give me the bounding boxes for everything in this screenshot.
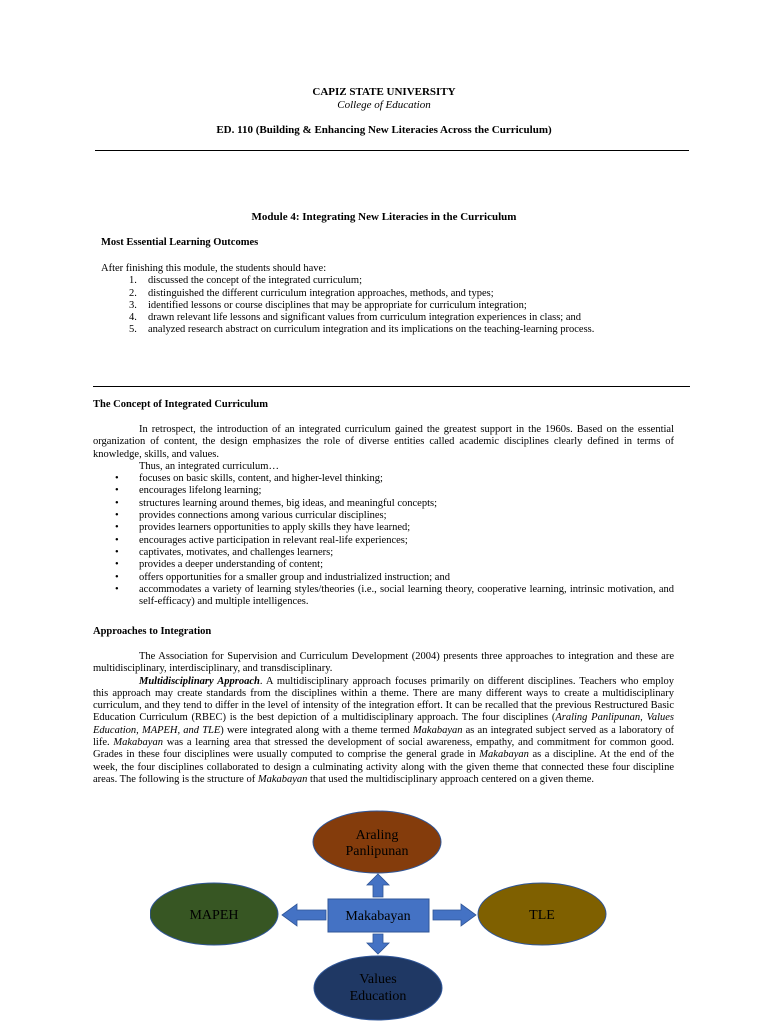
arrow-up-icon (367, 874, 389, 897)
bullet-icon: • (115, 485, 119, 497)
bullet-icon: • (115, 534, 119, 546)
text-run: ) were integrated along with a theme termed (220, 724, 413, 736)
concept-bullet-item (93, 547, 674, 559)
bullet-icon: • (115, 559, 119, 571)
bullet-text: accommodates a variety of learning styles/theories (i.e., social learning theory, cooperative learning, intrinsic motivation, and self-efficacy) and multiple intelligences. (139, 583, 674, 608)
text-run: . A multidisciplinary approach focuses primarily on different disciplines. Teachers who employ this approach may create standards from the disciplines within a theme. There are many different ways to create a multidisciplinary curriculum, and they tend to differ in the level of intensity of the integration effort. It can be recalled that the previous Restructured Basic Education Curriculum (RBEC) is the best depiction of a multidisciplinary approach. The four disciplines ( (93, 675, 674, 724)
outcome-text: analyzed research abstract on curriculum integration and its implications on the teaching-learning process. (148, 324, 595, 336)
approaches-block (93, 651, 674, 786)
outcome-item (101, 275, 681, 287)
university-name: CAPIZ STATE UNIVERSITY (312, 86, 456, 98)
course-title: ED. 110 (Building & Enhancing New Literacies Across the Curriculum) (216, 124, 552, 136)
approaches-heading: Approaches to Integration (93, 626, 212, 637)
text-run: that used the multidisciplinary approach centered on a given theme. (307, 773, 595, 785)
header-divider (95, 150, 689, 151)
bullet-icon: • (115, 497, 119, 509)
bullet-icon: • (115, 546, 119, 558)
node-label-center: Makabayan (345, 909, 411, 924)
concept-paragraph: In retrospect, the introduction of an integrated curriculum gained the greatest support in the 1960s. Based on the essential organization of content, the design emphasizes the role of diverse entities called academic disciplines clearly defined in terms of knowledge, skills, and values. (93, 424, 674, 460)
concept-bullet-item (93, 510, 674, 522)
outcomes-heading: Most Essential Learning Outcomes (101, 237, 259, 248)
makabayan-term: Makabayan (257, 773, 308, 785)
node-label-top-2: Panlipunan (345, 844, 409, 859)
outcome-text: identified lessons or course disciplines that may be appropriate for curriculum integration; (148, 299, 527, 311)
bullet-text: provides learners opportunities to apply skills they have learned; (139, 522, 411, 534)
multidisciplinary-term: Multidisciplinary Approach (139, 675, 260, 687)
text-run: was a learning area that stressed the development of social awareness, empathy, and commitment for common good. Grades in these four disciplines were usually computed to comprise the general grade in (93, 737, 674, 761)
concept-bullet-item (93, 485, 674, 497)
document-header (0, 86, 768, 137)
module-title: Module 4: Integrating New Literacies in the Curriculum (251, 211, 517, 223)
outcome-item (101, 312, 681, 324)
concept-bullet-item (93, 473, 674, 485)
node-label-bottom-1: Values (359, 972, 397, 987)
text-run: as an integrated subject served as a laboratory of life. (93, 724, 674, 749)
concept-block (93, 424, 674, 608)
node-values-education (314, 956, 442, 1020)
concept-lead: Thus, an integrated curriculum… (139, 460, 279, 472)
outcome-text: drawn relevant life lessons and significant values from curriculum integration experiences in class; and (148, 312, 581, 324)
outcome-number: 4. (129, 312, 137, 324)
outcomes-list (101, 275, 681, 336)
outcomes-intro: After finishing this module, the students should have: (101, 263, 327, 274)
bullet-text: encourages lifelong learning; (139, 485, 262, 497)
outcome-number: 1. (129, 275, 137, 287)
outcome-text: discussed the concept of the integrated curriculum; (148, 275, 363, 287)
outcome-item (101, 300, 681, 312)
bullet-text: captivates, motivates, and challenges learners; (139, 546, 334, 558)
node-label-top-1: Araling (355, 828, 399, 843)
outcome-item (101, 324, 681, 336)
bullet-text: encourages active participation in relevant real-life experiences; (139, 534, 408, 546)
section-divider (93, 386, 690, 387)
text-run: as a discipline. At the end of the week, the four disciplines collaborated to design a culminating activity along with the given theme that connected these four discipline areas. The following is the structure of (93, 749, 674, 785)
makabayan-term: Makabayan (479, 749, 529, 761)
college-name: College of Education (337, 99, 431, 111)
bullet-text: offers opportunities for a smaller group and industrialized instruction; and (139, 571, 450, 583)
concept-bullet-item (93, 572, 674, 584)
outcomes-block (101, 263, 681, 337)
concept-bullet-item (93, 559, 674, 571)
bullet-text: provides connections among various curricular disciplines; (139, 510, 387, 522)
makabayan-diagram (150, 810, 610, 1024)
bullet-icon: • (115, 510, 119, 522)
bullet-icon: • (115, 583, 119, 595)
bullet-text: structures learning around themes, big ideas, and meaningful concepts; (139, 497, 437, 509)
disciplines-list: Araling Panlipunan, Values Education, MAPEH, and TLE (93, 712, 674, 736)
concept-bullet-item (93, 535, 674, 547)
outcome-number: 2. (129, 287, 137, 299)
arrow-left-icon (282, 904, 326, 926)
outcome-item (101, 288, 681, 300)
makabayan-term: Makabayan (113, 737, 163, 749)
concept-heading: The Concept of Integrated Curriculum (93, 399, 268, 410)
concept-bullet-list (93, 473, 674, 608)
arrow-right-icon (433, 904, 476, 926)
bullet-icon: • (115, 473, 119, 485)
concept-bullet-item (93, 522, 674, 534)
bullet-icon: • (115, 522, 119, 534)
bullet-text: provides a deeper understanding of content; (139, 559, 323, 571)
approaches-paragraph-1: The Association for Supervision and Curriculum Development (2004) presents three approaches to integration and these are multidisciplinary, interdisciplinary, and transdisciplinary. (93, 651, 674, 675)
outcome-number: 5. (129, 324, 137, 336)
makabayan-term: Makabayan (412, 724, 463, 736)
concept-bullet-item (93, 584, 674, 609)
outcome-text: distinguished the different curriculum integration approaches, methods, and types; (148, 287, 494, 299)
outcome-number: 3. (129, 299, 137, 311)
concept-bullet-item (93, 498, 674, 510)
node-label-bottom-2: Education (349, 989, 407, 1004)
bullet-icon: • (115, 571, 119, 583)
arrow-down-icon (367, 934, 389, 954)
node-label-left: MAPEH (189, 908, 239, 923)
bullet-text: focuses on basic skills, content, and higher-level thinking; (139, 473, 383, 485)
approaches-paragraph-2 (93, 676, 674, 787)
node-label-right: TLE (529, 908, 555, 923)
